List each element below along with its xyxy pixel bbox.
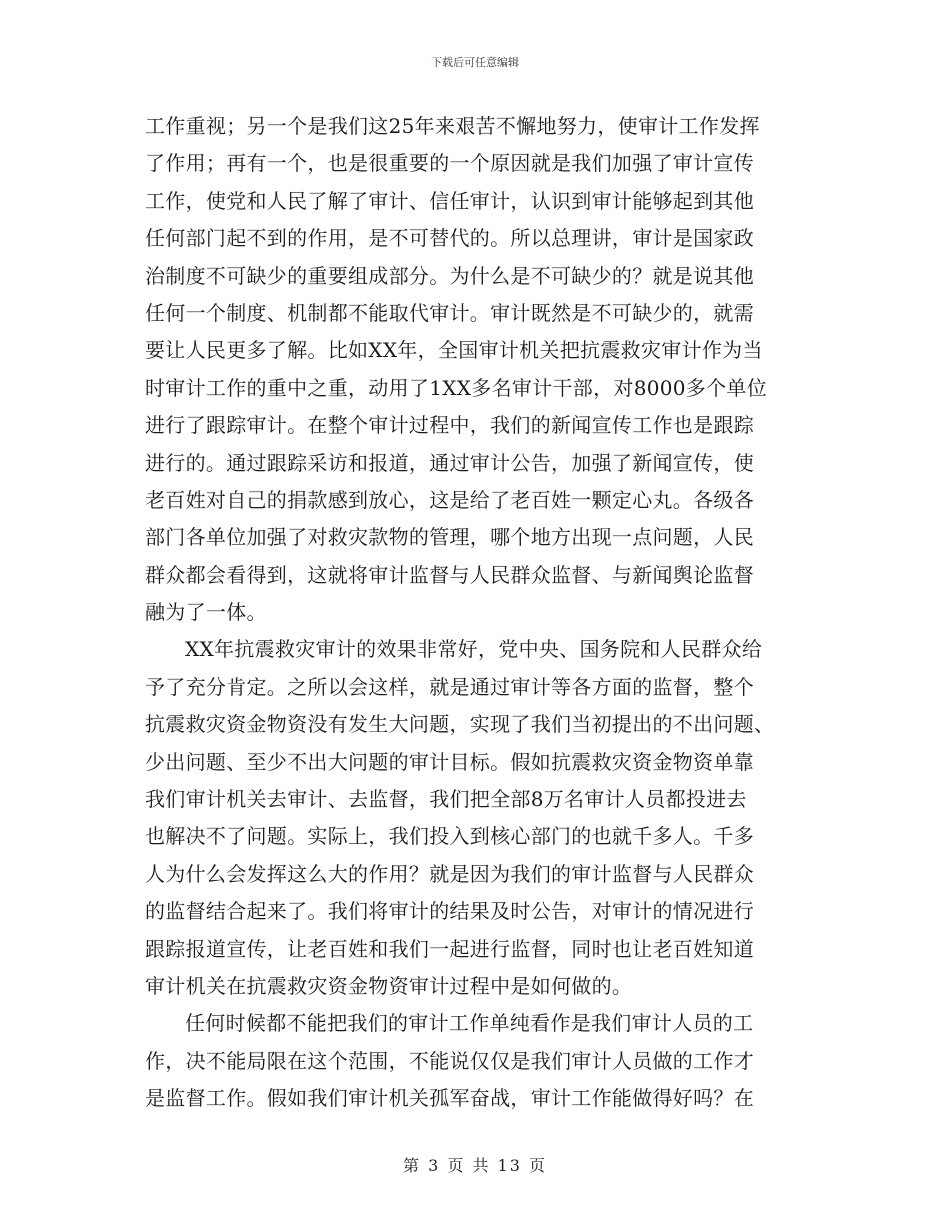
body-text (145, 108, 795, 1118)
text-line: 老百姓对自己的捐款感到放心，这是给了老百姓一颗定心丸。各级各 (145, 487, 754, 512)
text-line: 任何部门起不到的作用，是不可替代的。所以总理讲，审计是国家政 (145, 226, 754, 251)
text-line: 的监督结合起来了。我们将审计的结果及时公告，对审计的情况进行 (145, 899, 754, 924)
paragraph-start-line: 任何时候都不能把我们的审计工作单纯看作是我们审计人员的工 (185, 1011, 754, 1036)
text-line: 部门各单位加强了对救灾款物的管理，哪个地方出现一点问题，人民 (145, 525, 754, 550)
text-line: 时审计工作的重中之重，动用了1XX多名审计干部，对8000多个单位 (145, 375, 767, 400)
paragraph-start-line: XX年抗震救灾审计的效果非常好，党中央、国务院和人民群众给 (185, 637, 763, 662)
text-line: 是监督工作。假如我们审计机关孤军奋战，审计工作能做得好吗？在 (145, 1086, 754, 1111)
text-line: 任何一个制度、机制都不能取代审计。审计既然是不可缺少的，就需 (145, 300, 754, 325)
text-line: 进行了跟踪审计。在整个审计过程中，我们的新闻宣传工作也是跟踪 (145, 413, 754, 438)
text-line: 少出问题、至少不出大问题的审计目标。假如抗震救灾资金物资单靠 (145, 749, 754, 774)
text-line: 人为什么会发挥这么大的作用？就是因为我们的审计监督与人民群众 (145, 861, 754, 886)
text-line: 了作用；再有一个，也是很重要的一个原因就是我们加强了审计宣传 (145, 151, 754, 176)
text-line: 也解决不了问题。实际上，我们投入到核心部门的也就千多人。千多 (145, 824, 754, 849)
text-line: 跟踪报道宣传，让老百姓和我们一起进行监督，同时也让老百姓知道 (145, 936, 754, 961)
page-number-footer: 第 3 页 共 13 页 (403, 1156, 547, 1175)
text-line: 融为了一体。 (145, 600, 267, 625)
text-line: 进行的。通过跟踪采访和报道，通过审计公告，加强了新闻宣传，使 (145, 450, 754, 475)
text-line: 工作，使党和人民了解了审计、信任审计，认识到审计能够起到其他 (145, 188, 754, 213)
page-header: 下载后可任意编辑 (431, 56, 519, 69)
text-line: 我们审计机关去审计、去监督，我们把全部8万名审计人员都投进去 (145, 787, 747, 812)
text-line: 审计机关在抗震救灾资金物资审计过程中是如何做的。 (145, 973, 633, 998)
text-line: 群众都会看得到，这就将审计监督与人民群众监督、与新闻舆论监督 (145, 562, 754, 587)
text-line: 予了充分肯定。之所以会这样，就是通过审计等各方面的监督，整个 (145, 674, 754, 699)
text-line: 要让人民更多了解。比如XX年，全国审计机关把抗震救灾审计作为当 (145, 338, 763, 363)
text-line: 工作重视；另一个是我们这25年来艰苦不懈地努力，使审计工作发挥 (145, 114, 760, 138)
text-line: 治制度不可缺少的重要组成部分。为什么是不可缺少的？就是说其他 (145, 263, 754, 288)
text-line: 作，决不能局限在这个范围，不能说仅仅是我们审计人员做的工作才 (145, 1048, 754, 1073)
text-line: 抗震救灾资金物资没有发生大问题，实现了我们当初提出的不出问题、 (145, 712, 775, 737)
